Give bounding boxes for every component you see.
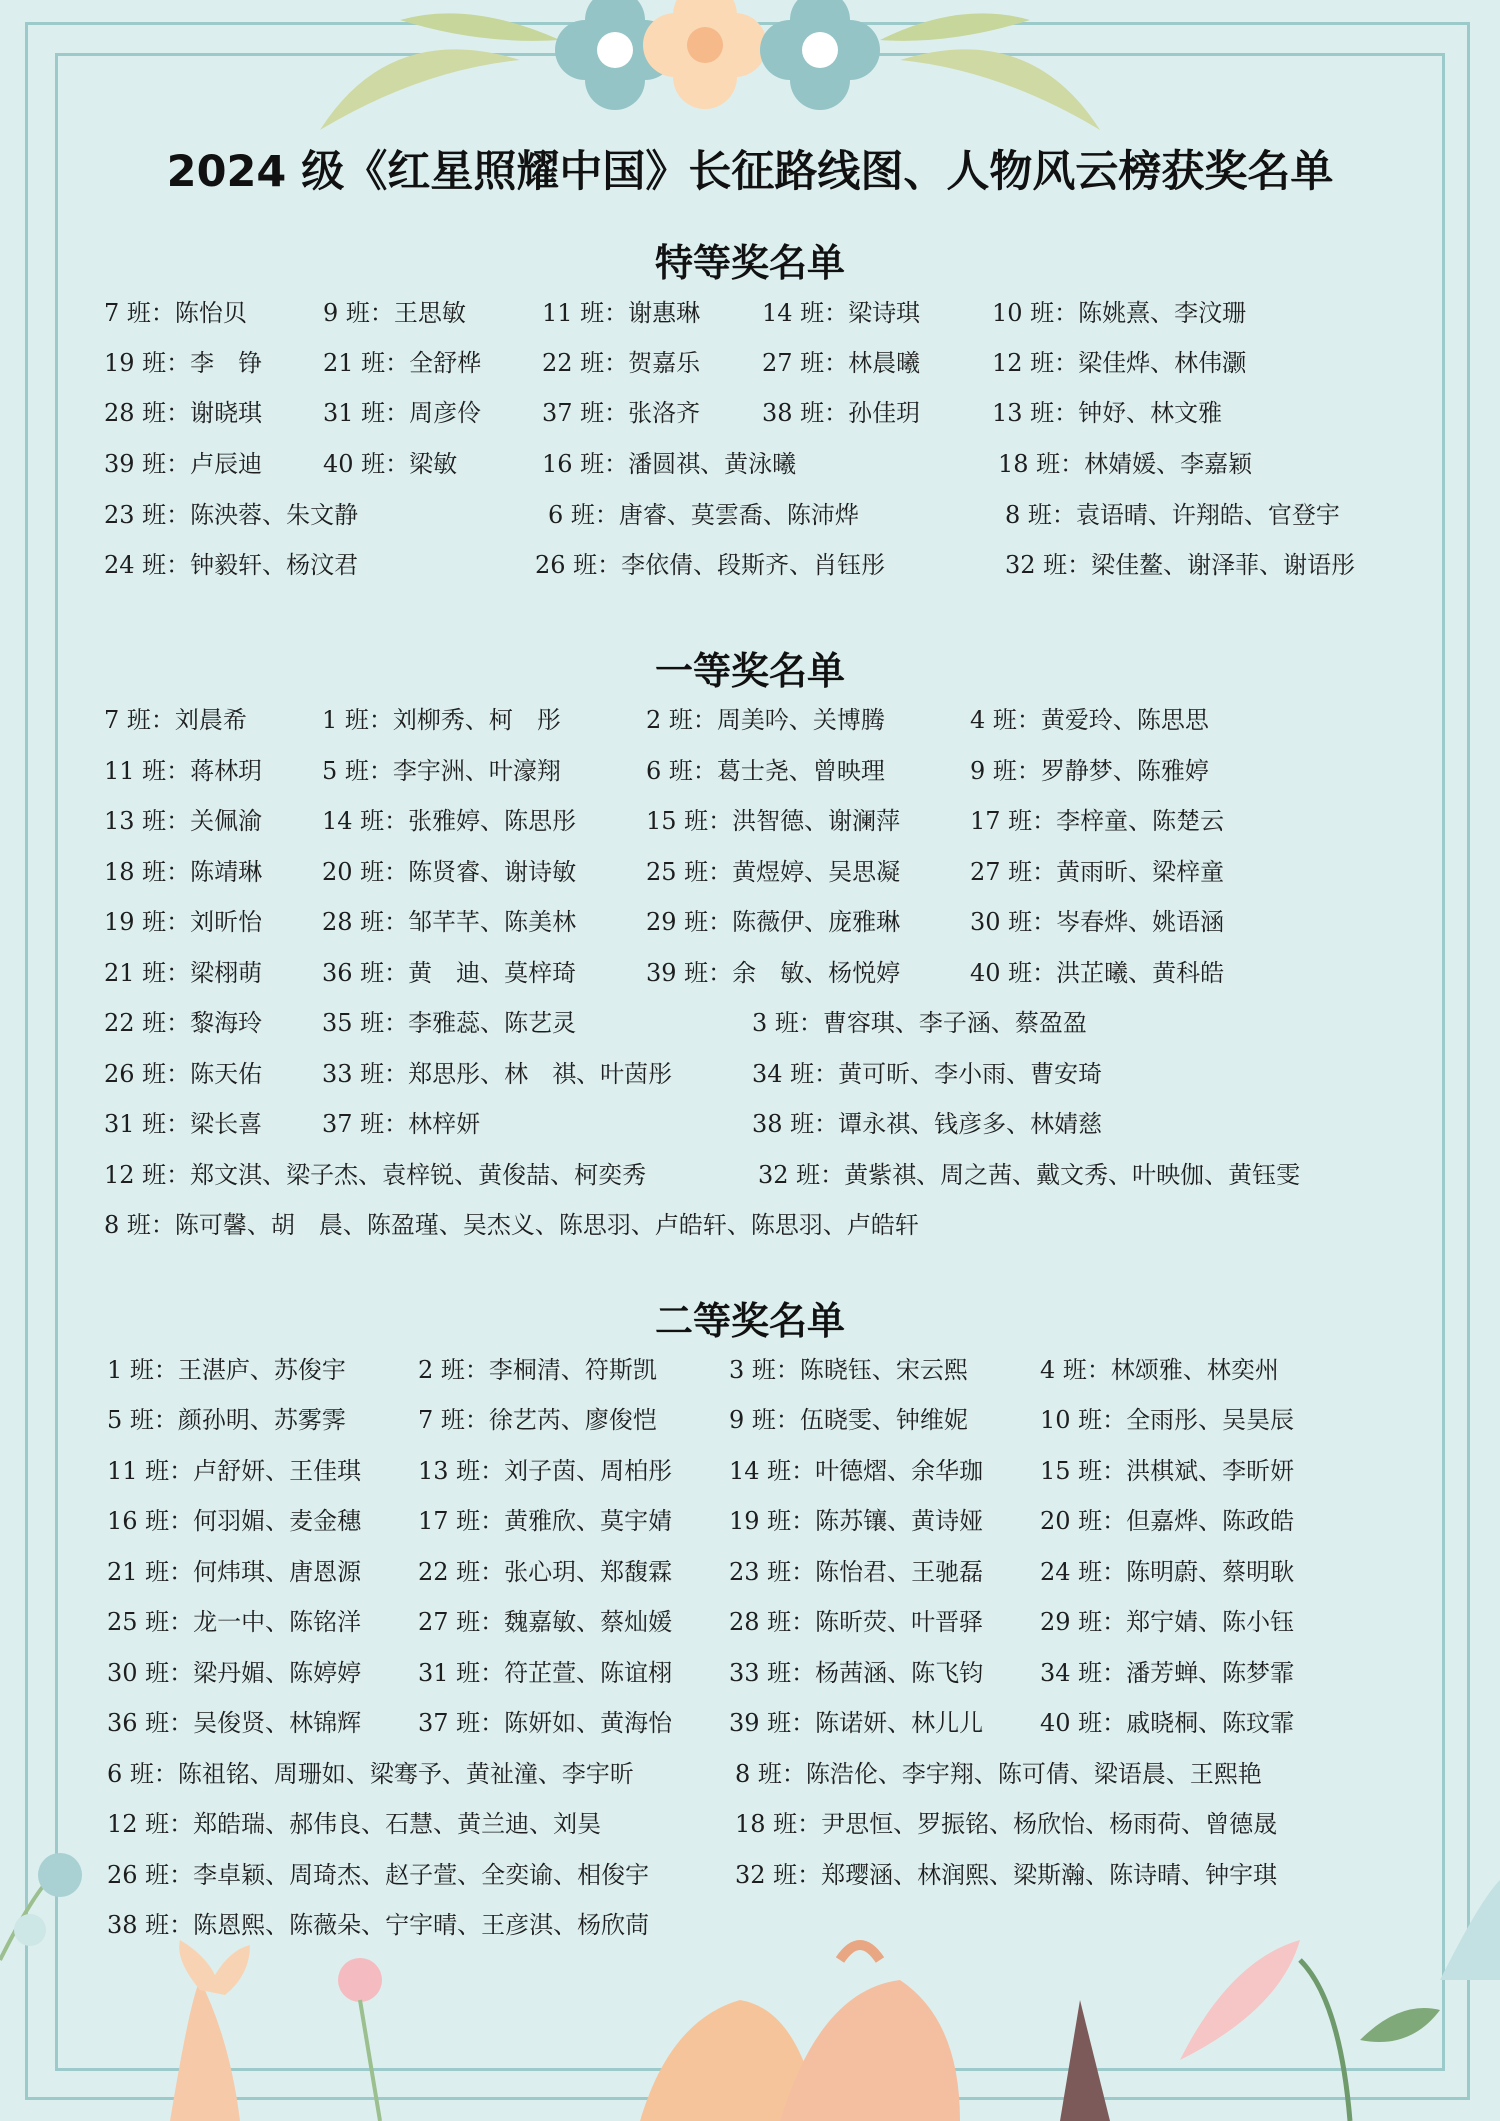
list-item: 6 班：葛士尧、曾映理 bbox=[646, 757, 885, 785]
list-item: 16 班：潘圆祺、黄泳曦 bbox=[542, 450, 797, 478]
list-item: 17 班：黄雅欣、莫宇婧 bbox=[418, 1507, 673, 1535]
list-item: 39 班：卢辰迪 bbox=[104, 450, 263, 478]
list-item: 22 班：张心玥、郑馥霖 bbox=[418, 1558, 673, 1586]
list-item: 33 班：郑思彤、林 祺、叶茵彤 bbox=[322, 1060, 673, 1088]
list-item: 8 班：陈可馨、胡 晨、陈盈瑾、吴杰义、陈思羽、卢皓轩、陈思羽、卢皓轩 bbox=[104, 1211, 919, 1239]
list-item: 1 班：刘柳秀、柯 彤 bbox=[322, 706, 561, 734]
list-item: 38 班：陈恩熙、陈薇朵、宁宇晴、王彦淇、杨欣茼 bbox=[107, 1911, 650, 1939]
list-item: 17 班：李梓童、陈楚云 bbox=[970, 807, 1225, 835]
list-item: 2 班：李桐清、符斯凯 bbox=[418, 1356, 657, 1384]
section-title-first-prize: 一等奖名单 bbox=[654, 648, 845, 693]
list-item: 15 班：洪智德、谢澜萍 bbox=[646, 807, 901, 835]
list-item: 12 班：梁佳烨、林伟灏 bbox=[992, 349, 1247, 377]
list-item: 8 班：陈浩伦、李宇翔、陈可倩、梁语晨、王熙艳 bbox=[735, 1760, 1262, 1788]
list-item: 25 班：黄煜婷、吴思凝 bbox=[646, 858, 901, 886]
list-item: 39 班：余 敏、杨悦婷 bbox=[646, 959, 901, 987]
list-item: 20 班：陈贤睿、谢诗敏 bbox=[322, 858, 577, 886]
list-item: 22 班：贺嘉乐 bbox=[542, 349, 701, 377]
list-item: 14 班：梁诗琪 bbox=[762, 299, 921, 327]
list-item: 38 班：孙佳玥 bbox=[762, 399, 921, 427]
list-item: 14 班：张雅婷、陈思彤 bbox=[322, 807, 577, 835]
list-item: 19 班：刘昕怡 bbox=[104, 908, 263, 936]
list-item: 26 班：李卓颖、周琦杰、赵子萱、全奕谕、相俊宇 bbox=[107, 1861, 650, 1889]
list-item: 29 班：陈薇伊、庞雅琳 bbox=[646, 908, 901, 936]
list-item: 27 班：林晨曦 bbox=[762, 349, 921, 377]
list-item: 12 班：郑文淇、梁子杰、袁梓锐、黄俊喆、柯奕秀 bbox=[104, 1161, 647, 1189]
list-item: 39 班：陈诺妍、林儿儿 bbox=[729, 1709, 984, 1737]
list-item: 31 班：符芷萱、陈谊栩 bbox=[418, 1659, 673, 1687]
list-item: 13 班：关佩渝 bbox=[104, 807, 263, 835]
list-item: 40 班：戚晓桐、陈玟霏 bbox=[1040, 1709, 1295, 1737]
list-item: 4 班：林颂雅、林奕州 bbox=[1040, 1356, 1279, 1384]
list-item: 27 班：黄雨昕、梁梓童 bbox=[970, 858, 1225, 886]
list-item: 23 班：陈泱蓉、朱文静 bbox=[104, 501, 359, 529]
list-item: 5 班：李宇洲、叶濠翔 bbox=[322, 757, 561, 785]
list-item: 18 班：林婧媛、李嘉颖 bbox=[998, 450, 1253, 478]
list-item: 30 班：梁丹媚、陈婷婷 bbox=[107, 1659, 362, 1687]
list-item: 6 班：陈祖铭、周珊如、梁骞予、黄祉潼、李宇昕 bbox=[107, 1760, 634, 1788]
list-item: 10 班：陈姚熹、李汶珊 bbox=[992, 299, 1247, 327]
list-item: 7 班：刘晨希 bbox=[104, 706, 247, 734]
list-item: 9 班：王思敏 bbox=[323, 299, 466, 327]
list-item: 2 班：周美吟、关博腾 bbox=[646, 706, 885, 734]
list-item: 19 班：李 铮 bbox=[104, 349, 263, 377]
list-item: 7 班：徐艺芮、廖俊恺 bbox=[418, 1406, 657, 1434]
page-title: 2024 级《红星照耀中国》长征路线图、人物风云榜获奖名单 bbox=[166, 147, 1334, 197]
list-item: 21 班：全舒桦 bbox=[323, 349, 482, 377]
list-item: 11 班：谢惠琳 bbox=[542, 299, 701, 327]
list-item: 16 班：何羽媚、麦金穗 bbox=[107, 1507, 362, 1535]
list-item: 35 班：李雅蕊、陈艺灵 bbox=[322, 1009, 577, 1037]
list-item: 29 班：郑宁婧、陈小钰 bbox=[1040, 1608, 1295, 1636]
list-item: 22 班：黎海玲 bbox=[104, 1009, 263, 1037]
list-item: 21 班：梁栩萌 bbox=[104, 959, 263, 987]
list-item: 14 班：叶德熠、余华珈 bbox=[729, 1457, 984, 1485]
list-item: 28 班：邹芊芊、陈美林 bbox=[322, 908, 577, 936]
list-item: 28 班：陈昕荧、叶晋驿 bbox=[729, 1608, 984, 1636]
list-item: 13 班：钟妤、林文雅 bbox=[992, 399, 1223, 427]
list-item: 20 班：但嘉烨、陈政皓 bbox=[1040, 1507, 1295, 1535]
list-item: 28 班：谢晓琪 bbox=[104, 399, 263, 427]
list-item: 12 班：郑皓瑞、郝伟良、石慧、黄兰迪、刘昊 bbox=[107, 1810, 602, 1838]
list-item: 32 班：梁佳鳌、谢泽菲、谢语彤 bbox=[1005, 551, 1356, 579]
list-item: 34 班：潘芳蝉、陈梦霏 bbox=[1040, 1659, 1295, 1687]
list-item: 11 班：蒋林玥 bbox=[104, 757, 263, 785]
list-item: 37 班：陈妍如、黄海怡 bbox=[418, 1709, 673, 1737]
list-item: 31 班：梁长喜 bbox=[104, 1110, 263, 1138]
section-title-grand-prize: 特等奖名单 bbox=[654, 240, 845, 285]
list-item: 1 班：王湛庐、苏俊宇 bbox=[107, 1356, 346, 1384]
list-item: 9 班：伍晓雯、钟维妮 bbox=[729, 1406, 968, 1434]
list-item: 18 班：陈靖琳 bbox=[104, 858, 263, 886]
list-item: 4 班：黄爱玲、陈思思 bbox=[970, 706, 1209, 734]
list-item: 7 班：陈怡贝 bbox=[104, 299, 247, 327]
list-item: 40 班：梁敏 bbox=[323, 450, 458, 478]
list-item: 26 班：陈天佑 bbox=[104, 1060, 263, 1088]
list-item: 27 班：魏嘉敏、蔡灿媛 bbox=[418, 1608, 673, 1636]
list-item: 36 班：黄 迪、莫梓琦 bbox=[322, 959, 577, 987]
list-item: 33 班：杨茜涵、陈飞钧 bbox=[729, 1659, 984, 1687]
list-item: 32 班：黄紫祺、周之茜、戴文秀、叶映伽、黄钰雯 bbox=[758, 1161, 1301, 1189]
list-item: 3 班：曹容琪、李子涵、蔡盈盈 bbox=[752, 1009, 1087, 1037]
list-item: 23 班：陈怡君、王驰磊 bbox=[729, 1558, 984, 1586]
list-item: 19 班：陈苏镶、黄诗娅 bbox=[729, 1507, 984, 1535]
list-item: 32 班：郑璎涵、林润熙、梁斯瀚、陈诗晴、钟宇琪 bbox=[735, 1861, 1278, 1889]
list-item: 31 班：周彦伶 bbox=[323, 399, 482, 427]
list-item: 21 班：何炜琪、唐恩源 bbox=[107, 1558, 362, 1586]
list-item: 10 班：全雨彤、吴昊辰 bbox=[1040, 1406, 1295, 1434]
list-item: 24 班：钟毅轩、杨汶君 bbox=[104, 551, 359, 579]
list-item: 30 班：岑春烨、姚语涵 bbox=[970, 908, 1225, 936]
list-item: 36 班：吴俊贤、林锦辉 bbox=[107, 1709, 362, 1737]
list-item: 25 班：龙一中、陈铭洋 bbox=[107, 1608, 362, 1636]
list-item: 34 班：黄可昕、李小雨、曹安琦 bbox=[752, 1060, 1103, 1088]
list-item: 37 班：张洛齐 bbox=[542, 399, 701, 427]
list-item: 3 班：陈晓钰、宋云熙 bbox=[729, 1356, 968, 1384]
list-item: 38 班：谭永祺、钱彦多、林婧慈 bbox=[752, 1110, 1103, 1138]
list-item: 26 班：李依倩、段斯齐、肖钰彤 bbox=[535, 551, 886, 579]
list-item: 9 班：罗静梦、陈雅婷 bbox=[970, 757, 1209, 785]
list-item: 40 班：洪芷曦、黄科皓 bbox=[970, 959, 1225, 987]
list-item: 8 班：袁语晴、许翔皓、官登宇 bbox=[1005, 501, 1340, 529]
list-item: 24 班：陈明蔚、蔡明耿 bbox=[1040, 1558, 1295, 1586]
list-item: 6 班：唐睿、莫雲喬、陈沛烨 bbox=[548, 501, 859, 529]
list-item: 13 班：刘子茵、周柏彤 bbox=[418, 1457, 673, 1485]
list-item: 11 班：卢舒妍、王佳琪 bbox=[107, 1457, 362, 1485]
list-item: 15 班：洪棋斌、李昕妍 bbox=[1040, 1457, 1295, 1485]
list-item: 37 班：林梓妍 bbox=[322, 1110, 481, 1138]
section-title-second-prize: 二等奖名单 bbox=[654, 1298, 845, 1343]
list-item: 18 班：尹思恒、罗振铭、杨欣怡、杨雨荷、曾德晟 bbox=[735, 1810, 1278, 1838]
list-item: 5 班：颜孙明、苏雾霁 bbox=[107, 1406, 346, 1434]
